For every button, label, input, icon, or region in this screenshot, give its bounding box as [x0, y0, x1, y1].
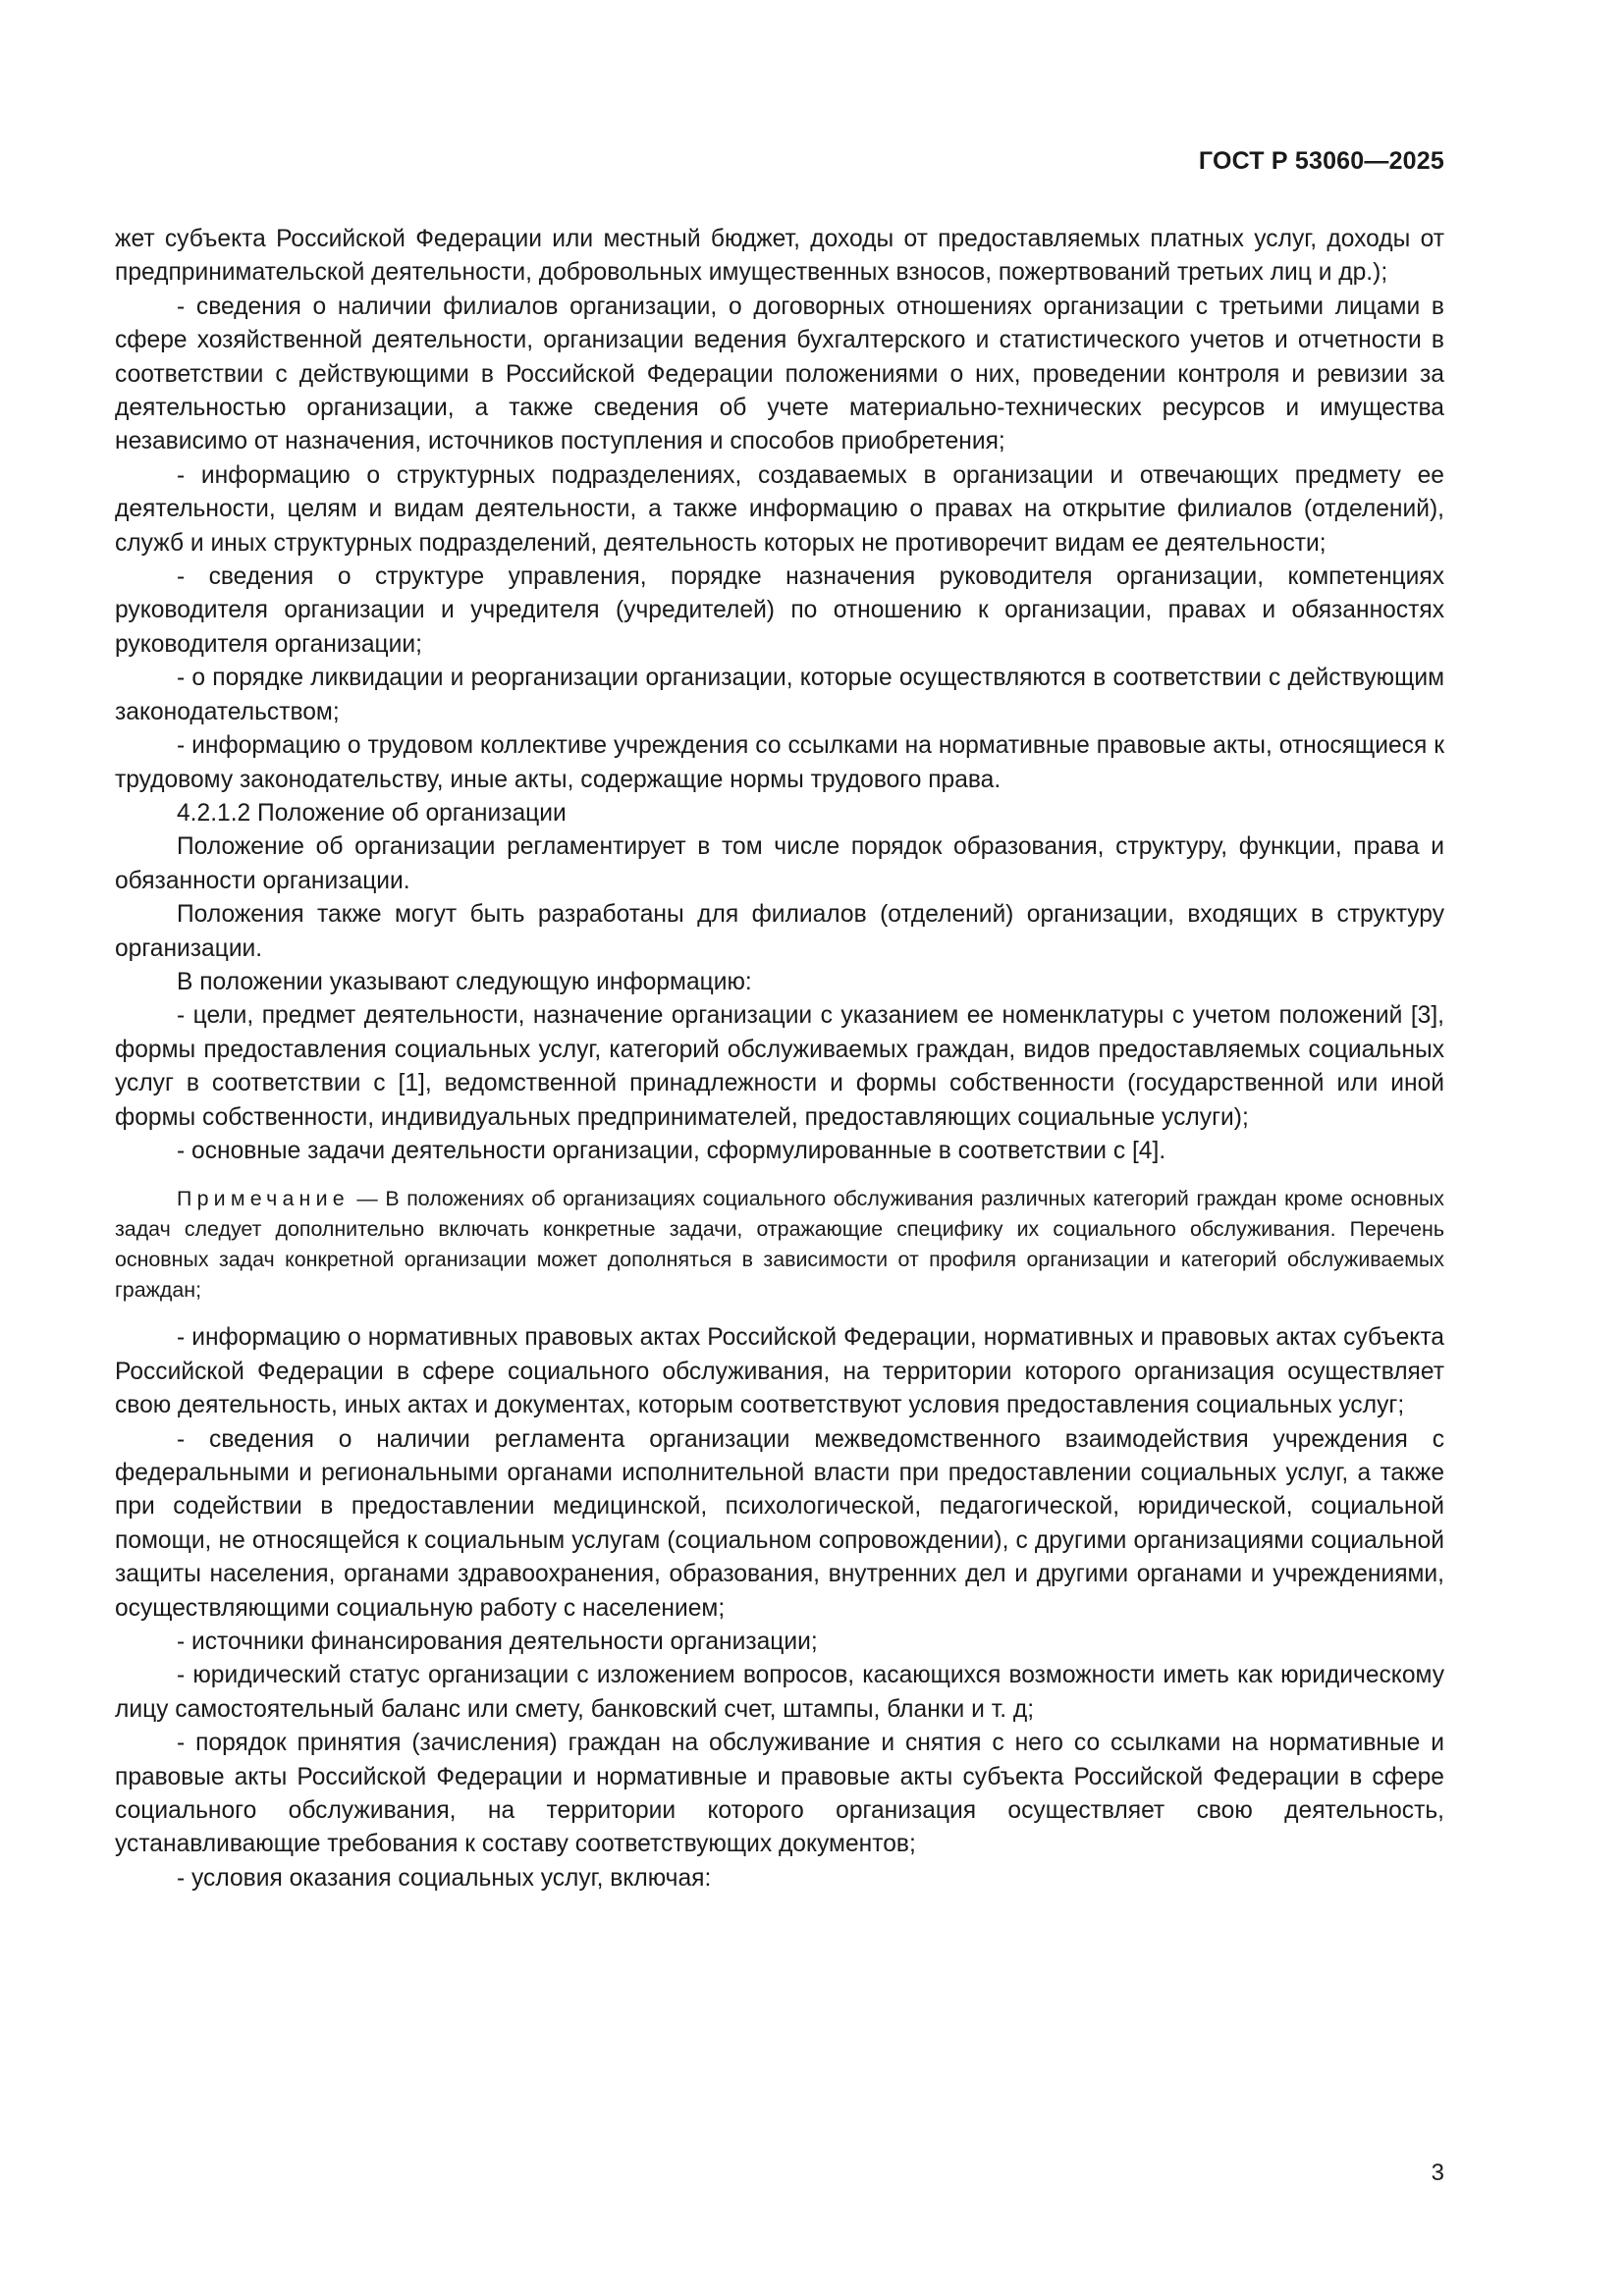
list-item-management-structure: - сведения о структуре управления, порядке назначения руководителя организации, компетенциях руководителя организации и учредителя (учредителей) по отношению к организации, правах и обязанностях руководителя организации; — [115, 563, 1444, 658]
document-body — [115, 223, 1444, 1896]
list-item-liquidation: - о порядке ликвидации и реорганизации организации, которые осуществляются в соответствии с действующим законодательством; — [115, 665, 1444, 725]
paragraph-regulation-scope: Положение об организации регламентирует в том числе порядок образования, структуру, функции, права и обязанности организации. — [115, 833, 1444, 894]
paragraph-branch-regulations: Положения также могут быть разработаны для филиалов (отделений) организации, входящих в структуру организации. — [115, 901, 1444, 962]
paragraph-budget-continuation: жет субъекта Российской Федерации или местный бюджет, доходы от предоставляемых платных услуг, доходы от предпринимательской деятельности, добровольных имущественных взносов, пожертвований третьих лиц и др.); — [115, 226, 1444, 287]
list-item-labor-collective: - информацию о трудовом коллективе учреждения со ссылками на нормативные правовые акты, относящиеся к трудовому законодательству, иные акты, содержащие нормы трудового права. — [115, 732, 1444, 793]
paragraph-info-intro: В положении указывают следующую информацию: — [177, 968, 752, 995]
section-heading-4-2-1-2: 4.2.1.2 Положение об организации — [177, 799, 567, 827]
list-item-normative-acts: - информацию о нормативных правовых актах Российской Федерации, нормативных и правовых актах субъекта Российской Федерации в сфере социального обслуживания, на территории которого организация осуществляет свою деятельность, иных актах и документах, которым соответствуют условия предоставления социальных услуг; — [115, 1324, 1444, 1419]
list-item-main-tasks: - основные задачи деятельности организации, сформулированные в соответствии с [4]. — [177, 1137, 1166, 1164]
note-block — [115, 1184, 1444, 1306]
list-item-goals: - цели, предмет деятельности, назначение организации с указанием ее номенклатуры с учетом положений [3], формы предоставления социальных услуг, категорий обслуживаемых граждан, видов предоставляемых социальных услуг в соответствии с [1], ведомственной принадлежности и формы собственности (государственной или иной формы собственности, индивидуальных предпринимателей, предоставляющих социальные услуги); — [115, 1002, 1444, 1131]
list-item-service-conditions: - условия оказания социальных услуг, включая: — [177, 1864, 712, 1892]
document-code-header: ГОСТ Р 53060—2025 — [1198, 147, 1444, 175]
page-number: 3 — [1431, 2160, 1444, 2186]
list-item-admission-procedure: - порядок принятия (зачисления) граждан на обслуживание и снятия с него со ссылками на нормативные и правовые акты Российской Федерации и нормативные и правовые акты субъекта Российской Федерации в сфере социального обслуживания, на территории которого организация осуществляет свою деятельность, устанавливающие требования к составу соответствующих документов; — [115, 1730, 1444, 1858]
list-item-branches: - сведения о наличии филиалов организации, о договорных отношениях организации с третьими лицами в сфере хозяйственной деятельности, организации ведения бухгалтерского и статистического учетов и отчетности в соответствии с действующими в Российской Федерации положениями о них, проведении контроля и ревизии за деятельностью организации, а также сведения об учете материально-технических ресурсов и имущества независимо от назначения, источников поступления и способов приобретения; — [115, 293, 1444, 455]
list-item-structural-units: - информацию о структурных подразделениях, создаваемых в организации и отвечающих предмету ее деятельности, целям и видам деятельности, а также информацию о правах на открытие филиалов (отделений), служб и иных структурных подразделений, деятельность которых не противоречит видам ее деятельности; — [115, 461, 1444, 557]
note-label: Примечание — [177, 1187, 350, 1211]
list-item-interagency-regulation: - сведения о наличии регламента организации межведомственного взаимодействия учреждения с федеральными и региональными органами исполнительной власти при предоставлении социальных услуг, а также при содействии в предоставлении медицинской, психологической, педагогической, юридической, социальной помощи, не относящейся к социальным услугам (социальном сопровождении), с другими организациями социальной защиты населения, органами здравоохранения, образования, внутренних дел и другими органами и учреждениями, осуществляющими социальную работу с населением; — [115, 1425, 1444, 1622]
list-item-funding-sources: - источники финансирования деятельности организации; — [177, 1629, 818, 1656]
list-item-legal-status: - юридический статус организации с изложением вопросов, касающихся возможности иметь как юридическому лицу самостоятельный баланс или смету, банковский счет, штампы, бланки и т. д; — [115, 1662, 1444, 1723]
note-text: — В положениях об организациях социального обслуживания различных категорий граждан кроме основных задач следует дополнительно включать конкретные задачи, отражающие специфику их социального обслуживания. Перечень основных задач конкретной организации может дополняться в зависимости от профиля организации и категорий обслуживаемых граждан; — [115, 1187, 1444, 1303]
